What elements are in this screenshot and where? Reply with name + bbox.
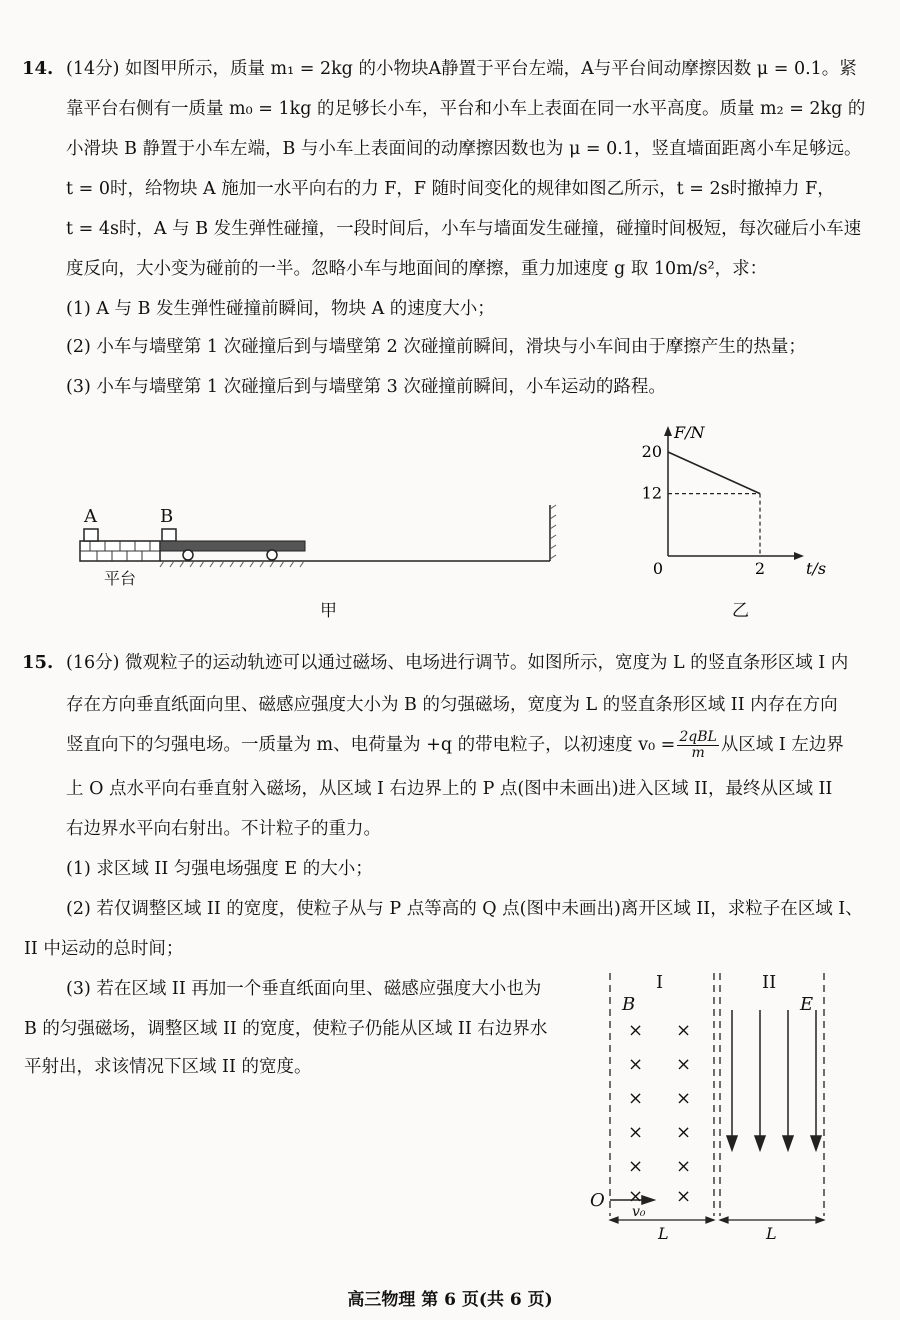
field-cross: × [676, 1122, 692, 1143]
x-axis-arrow [794, 552, 804, 560]
y-tick-label: 20 [641, 442, 662, 461]
y-tick-label: 12 [641, 483, 662, 503]
figure-jia [60, 495, 580, 605]
field-cross: × [628, 1186, 644, 1207]
width-label-2: L [766, 1224, 777, 1243]
v0-numerator: 2qBL [679, 729, 717, 745]
q15-line-3-part2: 从区域 I 左边界 [720, 735, 844, 755]
q15-line-3-part1: 竖直向下的匀强电场。一质量为 m、电荷量为 +q 的带电粒子，以初速度 v₀ = [66, 735, 676, 755]
q14-subq-1: (1) A 与 B 发生弹性碰撞前瞬间，物块 A 的速度大小； [66, 299, 495, 319]
cart-wheel [183, 550, 193, 560]
q15-line-4: 上 O 点水平向右垂直射入磁场，从区域 I 右边界上的 P 点(图中未画出)进入区域 II，最终从区域 II [66, 779, 833, 799]
q15-subq-3-cont1: B 的匀强磁场，调整区域 II 的宽度，使粒子仍能从区域 II 右边界水 [24, 1019, 548, 1039]
field-cross: × [628, 1088, 644, 1109]
q15-line-1: (16分) 微观粒子的运动轨迹可以通过磁场、电场进行调节。如图所示，宽度为 L 的竖直条形区域 I 内 [66, 653, 849, 673]
cart-wheel [267, 550, 277, 560]
q15-number: 15. [22, 652, 54, 673]
width-label-1: L [658, 1224, 669, 1243]
v0-denominator: m [691, 745, 705, 761]
caption-jia: 甲 [320, 601, 337, 621]
v0-fraction [677, 730, 718, 761]
q15-subq-3: (3) 若在区域 II 再加一个垂直纸面向里、磁感应强度大小也为 [66, 979, 542, 999]
field-cross: × [676, 1054, 692, 1075]
field-cross: × [676, 1186, 692, 1207]
q14-line-1: (14分) 如图甲所示，质量 m₁ = 2kg 的小物块A静置于平台左端，A与平台间动摩擦因数 μ = 0.1。紧 [66, 59, 857, 79]
cart [160, 541, 305, 551]
series-line [668, 452, 760, 494]
x-axis-label: t/s [806, 559, 827, 578]
e-label: E [800, 994, 814, 1015]
q15-line-3 [66, 728, 844, 762]
region2-label: II [762, 972, 777, 993]
label-platform: 平台 [104, 569, 137, 588]
field-cross: × [628, 1156, 644, 1177]
b-label: B [622, 994, 636, 1015]
figure-yi-chart [640, 420, 840, 580]
label-a: A [84, 506, 97, 527]
q14-line-4: t = 0时，给物块 A 施加一水平向右的力 F，F 随时间变化的规律如图乙所示，t = 2s时撤掉力 F， [66, 179, 835, 199]
q14-line-6: 度反向，大小变为碰前的一半。忽略小车与地面间的摩擦，重力加速度 g 取 10m/s²，求： [66, 259, 768, 279]
region1-label: I [656, 972, 664, 993]
field-cross: × [628, 1020, 644, 1041]
y-axis-arrow [664, 426, 672, 436]
field-cross: × [628, 1122, 644, 1143]
q14-number: 14. [22, 58, 54, 79]
q15-subq-1: (1) 求区域 II 匀强电场强度 E 的大小； [66, 859, 373, 879]
q15-subq-2: (2) 若仅调整区域 II 的宽度，使粒子从与 P 点等高的 Q 点(图中未画出)离开区域 II，求粒子在区域 I、 [66, 899, 863, 919]
field-cross: × [628, 1054, 644, 1075]
q14-subq-2: (2) 小车与墙壁第 1 次碰撞后到与墙壁第 2 次碰撞前瞬间，滑块与小车间由于摩擦产生的热量； [66, 337, 806, 357]
platform [80, 541, 160, 561]
q14-line-3: 小滑块 B 静置于小车左端，B 与小车上表面间的动摩擦因数也为 μ = 0.1，竖直墙面距离小车足够远。 [66, 139, 862, 159]
y-axis-label: F/N [674, 423, 705, 442]
field-cross: × [676, 1088, 692, 1109]
block-b [162, 529, 176, 541]
q14-line-2: 靠平台右侧有一质量 m₀ = 1kg 的足够长小车，平台和小车上表面在同一水平高度。质量 m₂ = 2kg 的 [66, 99, 866, 119]
q15-line-5: 右边界水平向右射出。不计粒子的重力。 [66, 819, 381, 839]
q15-subq-2-cont: II 中运动的总时间； [24, 939, 184, 959]
block-a [84, 529, 98, 541]
o-label: O [590, 1190, 605, 1211]
q15-line-2: 存在方向垂直纸面向里、磁感应强度大小为 B 的匀强磁场，宽度为 L 的竖直条形区域 II 内存在方向 [66, 695, 838, 715]
field-cross: × [676, 1156, 692, 1177]
caption-yi: 乙 [732, 601, 749, 621]
v0-label: v₀ [632, 1204, 646, 1220]
e-field-arrows [727, 1010, 821, 1150]
page-footer: 高三物理 第 6 页(共 6 页) [347, 1290, 553, 1310]
q14-line-5: t = 4s时，A 与 B 发生弹性碰撞，一段时间后，小车与墙面发生碰撞，碰撞时间极短，每次碰后小车速 [66, 219, 862, 239]
field-cross: × [676, 1020, 692, 1041]
x-tick-label: 0 [652, 559, 664, 578]
q15-subq-3-cont2: 平射出，求该情况下区域 II 的宽度。 [24, 1057, 312, 1077]
x-tick-label: 2 [754, 559, 766, 578]
q14-subq-3: (3) 小车与墙壁第 1 次碰撞后到与墙壁第 3 次碰撞前瞬间，小车运动的路程。 [66, 377, 666, 397]
label-b: B [160, 506, 174, 527]
